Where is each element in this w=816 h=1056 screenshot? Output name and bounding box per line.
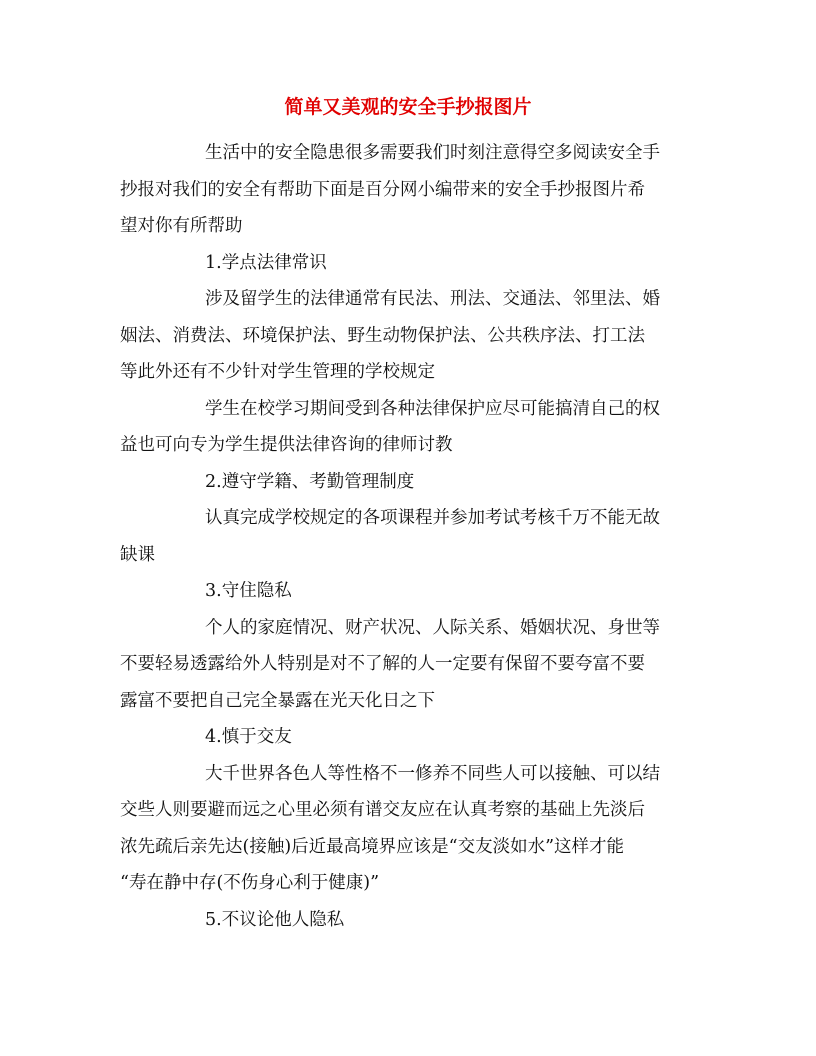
paragraph-line: 大千世界各色人等性格不一修养不同些人可以接触、可以结 [205, 763, 660, 784]
paragraph-line: 认真完成学校规定的各项课程并参加考试考核千万不能无故 [205, 508, 660, 528]
paragraph-line: 等此外还有不少针对学生管理的学校规定 [120, 362, 435, 382]
paragraph [120, 135, 694, 245]
paragraph-line: 学生在校学习期间受到各种法律保护应尽可能搞清自己的权 [205, 398, 660, 419]
paragraph-line: 5.不议论他人隐私 [205, 909, 345, 930]
paragraph [120, 281, 694, 391]
paragraph-line: 1.学点法律常识 [205, 252, 327, 273]
paragraph [120, 245, 694, 282]
paragraph-line: 姻法、消费法、环境保护法、野生动物保护法、公共秩序法、打工法 [120, 325, 645, 346]
paragraph-line: 2.遵守学籍、考勤管理制度 [205, 471, 415, 492]
paragraph-line: 露富不要把自己完全暴露在光天化日之下 [120, 690, 435, 711]
paragraph-line: 抄报对我们的安全有帮助下面是百分网小编带来的安全手抄报图片希 [120, 179, 645, 200]
paragraph [120, 756, 694, 902]
paragraph-line: 益也可向专为学生提供法律咨询的律师讨教 [120, 435, 453, 455]
paragraph [120, 464, 694, 501]
paragraph-line: 涉及留学生的法律通常有民法、刑法、交通法、邻里法、婚 [205, 289, 660, 309]
paragraph-line: 生活中的安全隐患很多需要我们时刻注意得空多阅读安全手 [205, 143, 660, 163]
paragraph [120, 391, 694, 464]
paragraph-line: 望对你有所帮助 [120, 216, 243, 236]
paragraph-line: 3.守住隐私 [205, 581, 292, 601]
paragraph-line: 缺课 [120, 544, 155, 565]
document-title: 简单又美观的安全手抄报图片 [284, 96, 532, 118]
paragraph-line: “寿在静中存(不伤身心利于健康)” [120, 873, 380, 893]
paragraph-line: 个人的家庭情况、财产状况、人际关系、婚姻状况、身世等 [205, 617, 660, 638]
paragraph-line: 不要轻易透露给外人特别是对不了解的人一定要有保留不要夸富不要 [120, 654, 645, 674]
paragraph-line: 4.慎于交友 [205, 727, 292, 747]
paragraph-line: 交些人则要避而远之心里必须有谱交友应在认真考察的基础上先淡后 [120, 800, 645, 820]
document-body [120, 135, 694, 938]
paragraph [120, 573, 694, 610]
paragraph [120, 500, 694, 573]
paragraph-line: 浓先疏后亲先达(接触)后近最高境界应该是“交友淡如水”这样才能 [120, 836, 625, 857]
paragraph [120, 902, 694, 939]
paragraph [120, 719, 694, 756]
paragraph [120, 610, 694, 720]
